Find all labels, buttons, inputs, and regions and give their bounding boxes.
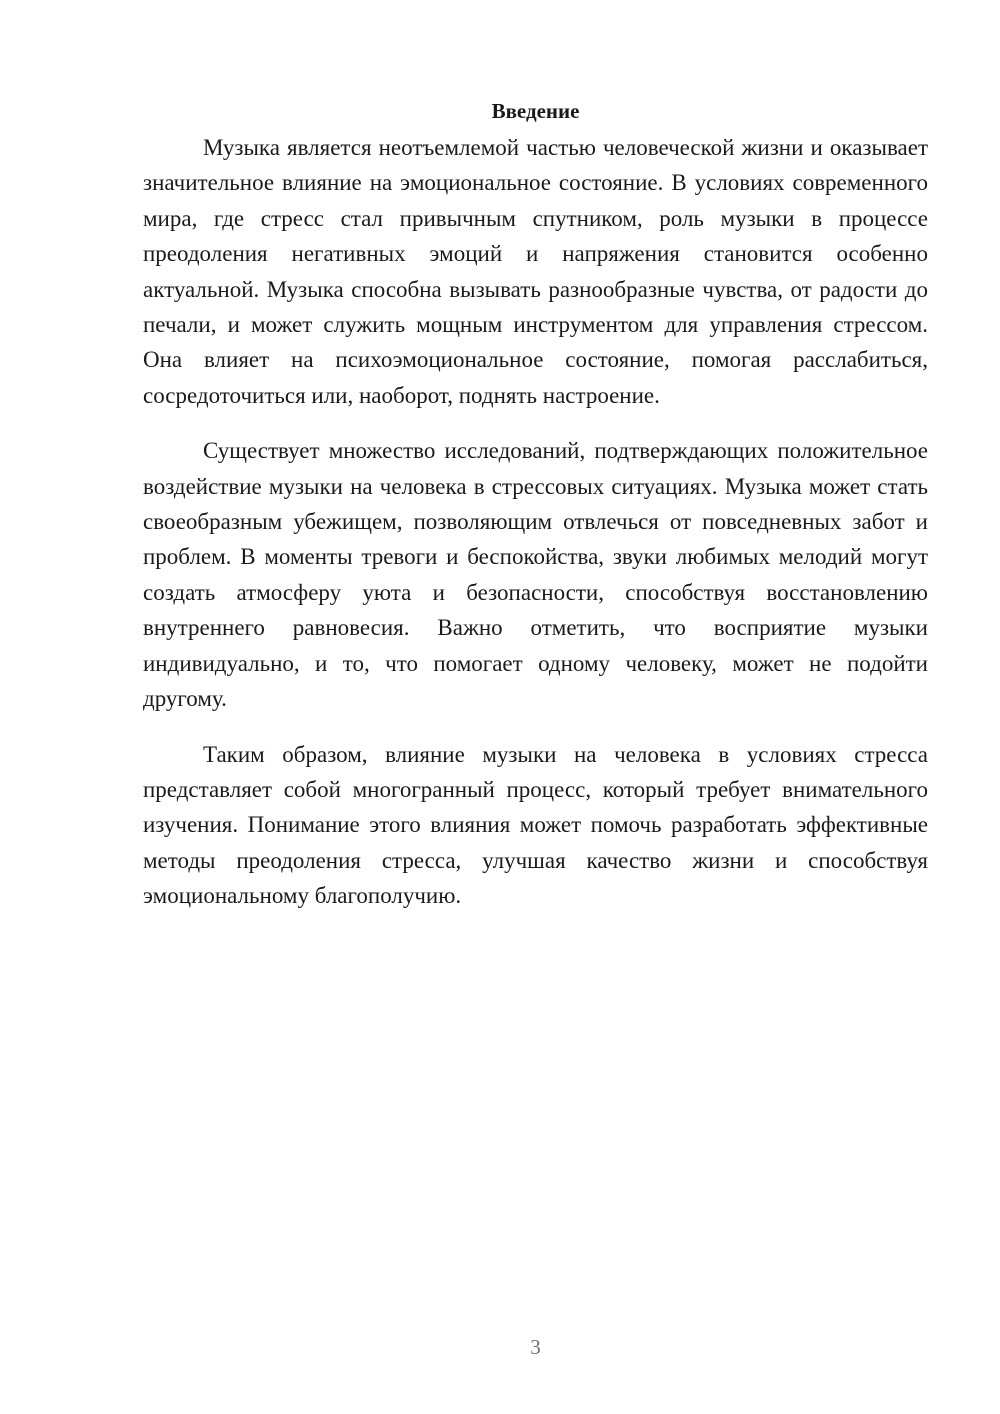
page-number: 3	[530, 1335, 541, 1359]
paragraph-1: Музыка является неотъемлемой частью человеческой жизни и оказывает значительное влияние на эмоциональное состояние. В условиях современного мира, где стресс стал привычным спутником, роль музыки в процессе преодоления негативных эмоций и напряжения становится особенно актуальной. Музыка способна вызывать разнообразные чувства, от радости до печали, и может служить мощным инструментом для управления стрессом. Она влияет на психоэмоциональное состояние, помогая расслабиться, сосредоточиться или, наоборот, поднять настроение.	[143, 135, 928, 408]
page-content	[143, 96, 928, 934]
paragraph-2: Существует множество исследований, подтверждающих положительное воздействие музыки на человека в стрессовых ситуациях. Музыка может стать своеобразным убежищем, позволяющим отвлечься от повседневных забот и проблем. В моменты тревоги и беспокойства, звуки любимых мелодий могут создать атмосферу уюта и безопасности, способствуя восстановлению внутреннего равновесия. Важно отметить, что восприятие музыки индивидуально, и то, что помогает одному человеку, может не подойти другому.	[143, 438, 928, 712]
section-title: Введение	[491, 99, 580, 123]
paragraph-3: Таким образом, влияние музыки на человека в условиях стресса представляет собой многогранный процесс, который требует внимательного изучения. Понимание этого влияния может помочь разработать эффективные методы преодоления стресса, улучшая качество жизни и способствуя эмоциональному благополучию.	[143, 741, 928, 909]
